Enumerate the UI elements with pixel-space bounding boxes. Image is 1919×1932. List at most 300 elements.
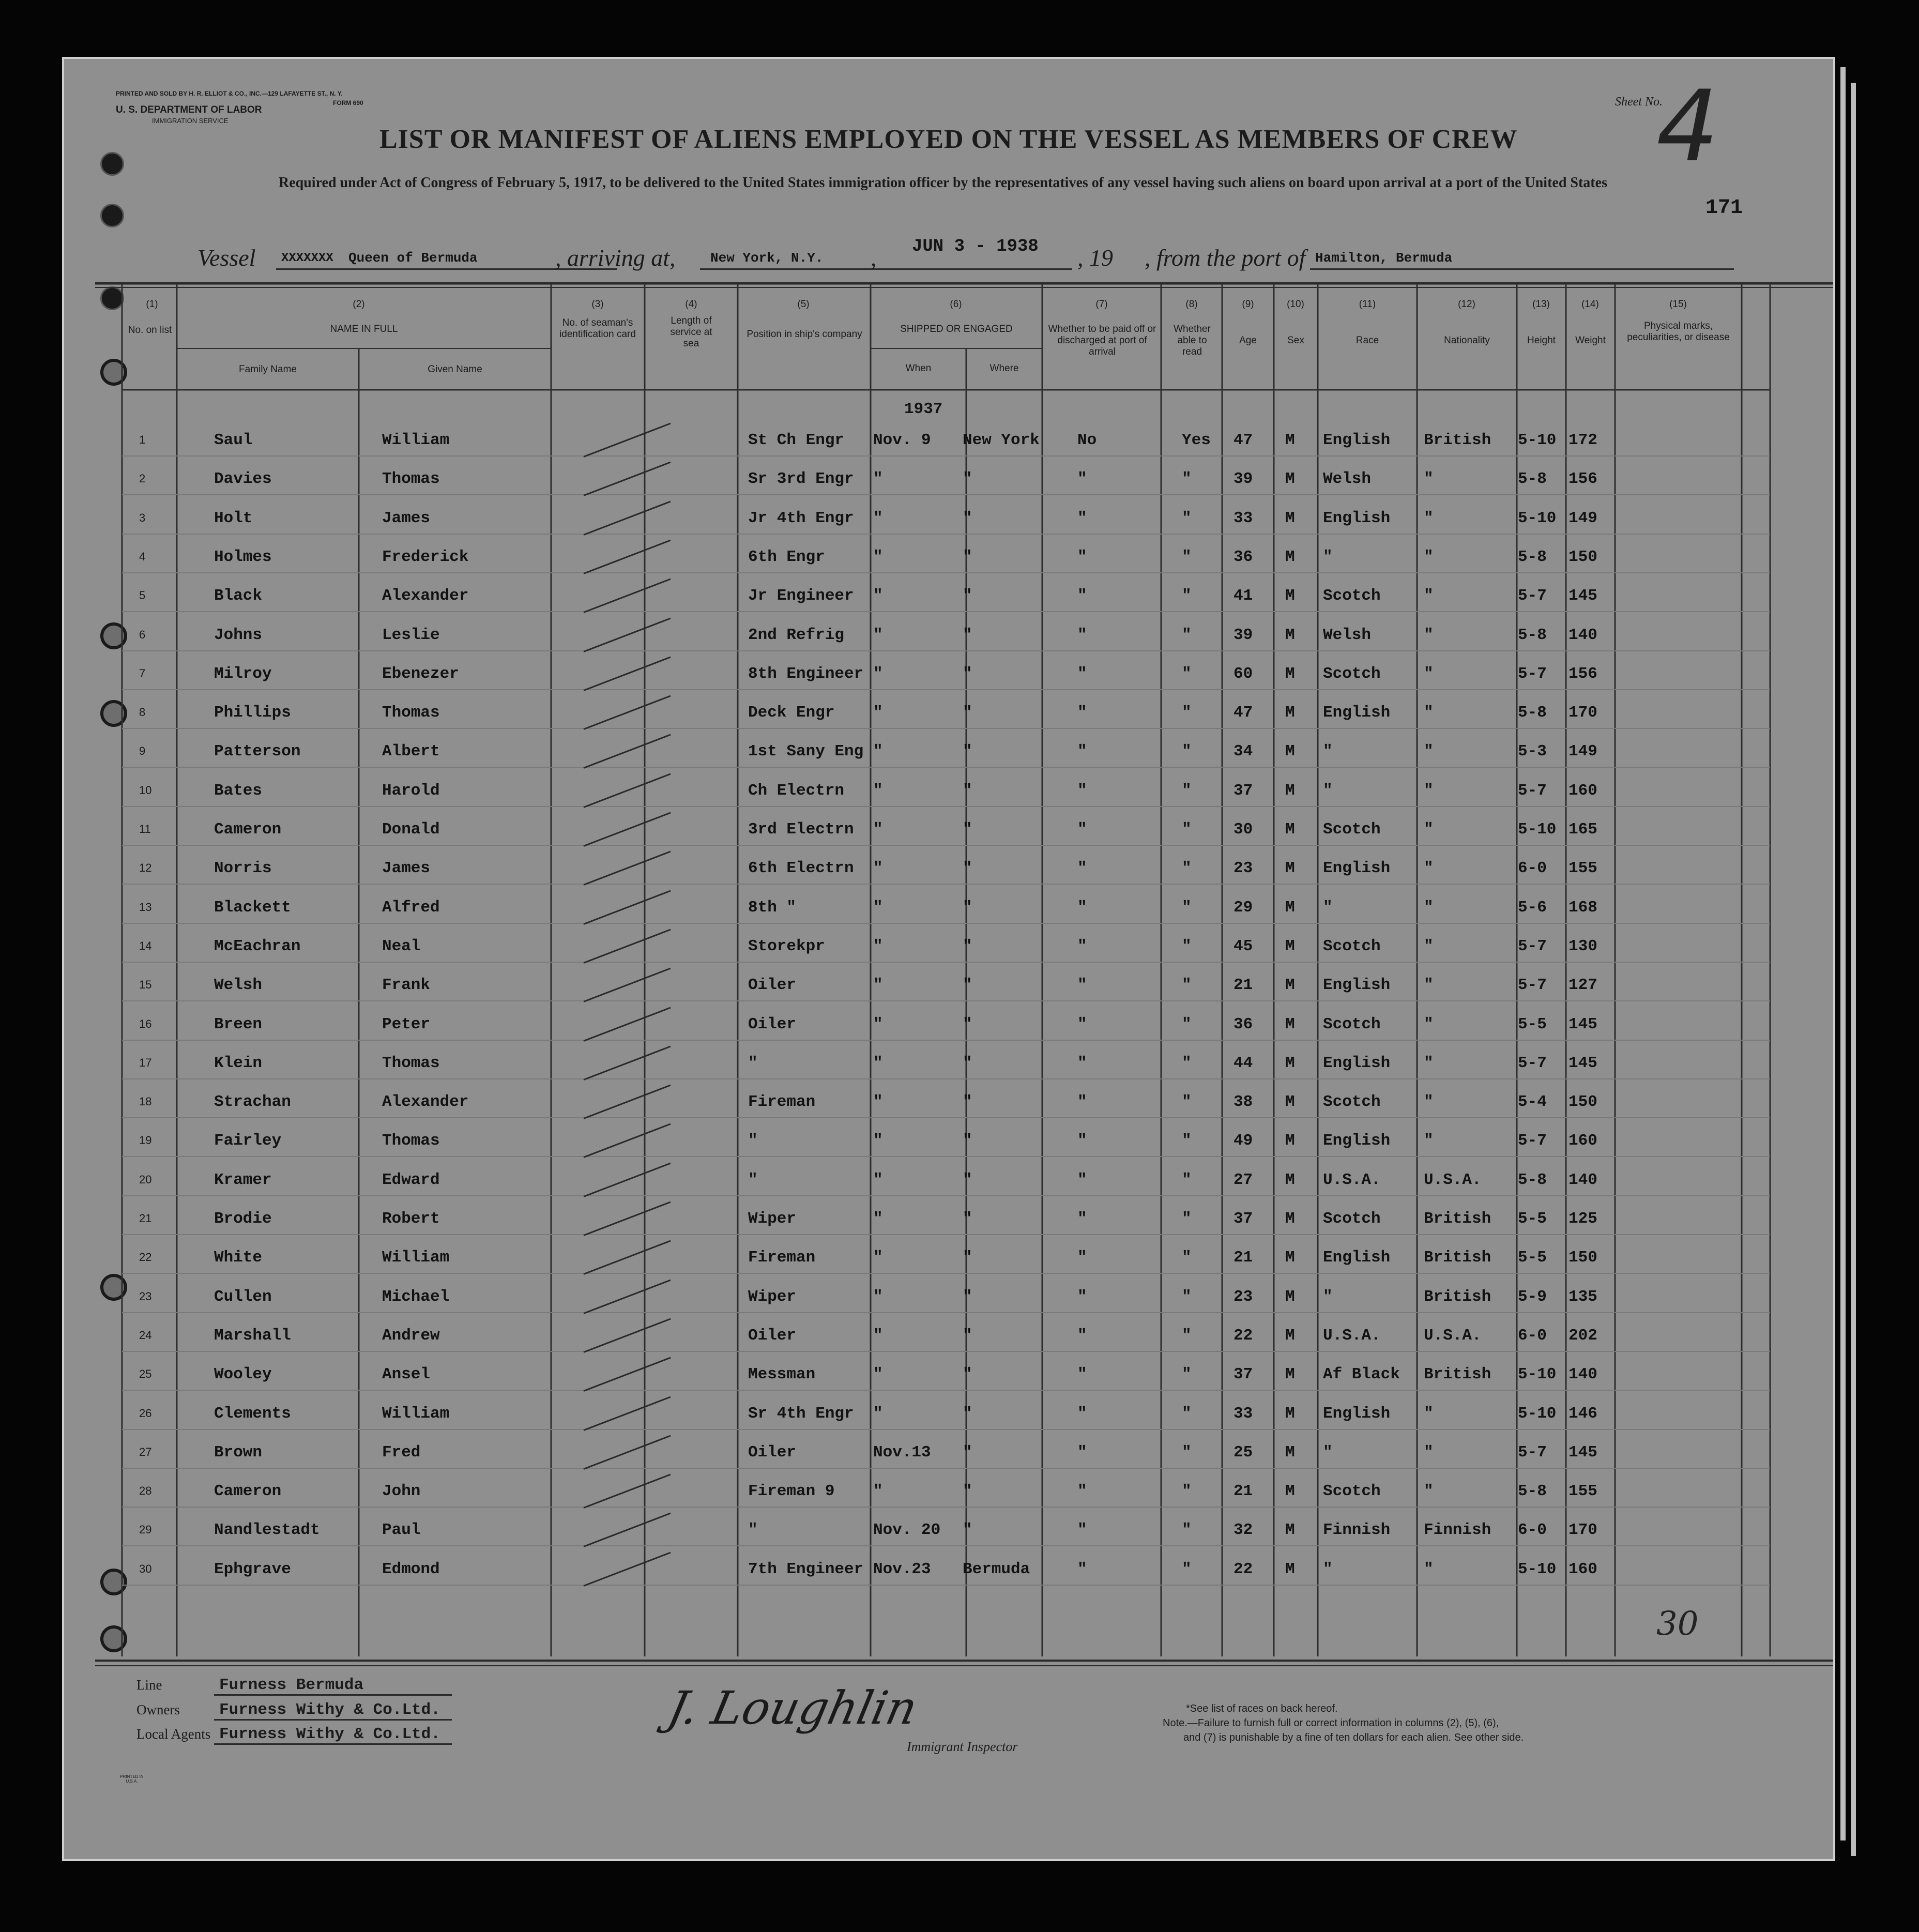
cell-given: Edward	[382, 1170, 440, 1189]
vessel-name: Queen of Bermuda	[348, 250, 478, 266]
cell-nat: "	[1424, 781, 1434, 800]
cell-position: "	[748, 1132, 758, 1150]
cell-given: Frederick	[382, 547, 469, 566]
paper-edge	[1851, 83, 1856, 1856]
cell-family: Saul	[214, 431, 253, 449]
cell-weight: 170	[1568, 704, 1597, 722]
cell-weight: 125	[1568, 1210, 1597, 1228]
cell-position: Fireman 9	[748, 1482, 835, 1501]
cell-race: English	[1323, 704, 1391, 722]
cell-family: Ephgrave	[214, 1560, 291, 1578]
sheet-label: Sheet No.	[1615, 95, 1663, 109]
cell-paid: "	[1077, 937, 1087, 955]
col-num: (13)	[1532, 299, 1550, 310]
col-num: (12)	[1458, 299, 1475, 310]
cell-family: Brodie	[214, 1210, 272, 1228]
cell-family: Brown	[214, 1443, 263, 1462]
cell-position: 6th Engr	[748, 547, 825, 566]
row-number: 24	[139, 1328, 152, 1342]
cell-position: Oiler	[748, 1326, 797, 1345]
cell-sex: M	[1285, 1521, 1295, 1540]
cell-position: Oiler	[748, 1015, 797, 1033]
cell-weight: 145	[1568, 587, 1597, 605]
cell-given: Albert	[382, 742, 440, 761]
line-field-line	[214, 1694, 452, 1696]
cell-position: Fireman	[748, 1093, 816, 1112]
cell-race: English	[1323, 431, 1391, 449]
cell-age: 25	[1233, 1443, 1253, 1462]
cell-sex: M	[1285, 1365, 1295, 1384]
port-label: , from the port of	[1145, 245, 1306, 271]
agents-field-line	[214, 1743, 452, 1745]
cell-given: Ansel	[382, 1365, 431, 1384]
row-number: 11	[139, 823, 151, 835]
cell-weight: 130	[1568, 937, 1597, 955]
cell-position: "	[748, 1054, 758, 1072]
agents-value: Furness Withy & Co.Ltd.	[219, 1725, 440, 1743]
cell-weight: 165	[1568, 820, 1597, 839]
cell-given: Thomas	[382, 470, 440, 489]
row-number: 8	[139, 706, 146, 719]
cell-race: Scotch	[1323, 1015, 1381, 1033]
header-name-in-full: NAME IN FULL	[330, 324, 398, 334]
cell-when: "	[873, 1015, 883, 1033]
cell-nat: "	[1424, 704, 1434, 722]
header-position: Position in ship's company	[747, 329, 862, 340]
cell-height: 5-3	[1518, 742, 1547, 761]
row-number: 17	[139, 1056, 152, 1069]
cell-race: "	[1323, 1560, 1333, 1578]
cell-when: Nov. 9	[873, 431, 931, 449]
header-height: Height	[1527, 335, 1556, 346]
cell-nat: "	[1424, 1093, 1434, 1112]
cell-age: 38	[1233, 1093, 1253, 1112]
cell-when: "	[873, 976, 883, 995]
cell-race: Finnish	[1323, 1521, 1391, 1540]
cell-height: 5-5	[1518, 1210, 1547, 1228]
cell-age: 21	[1233, 1249, 1253, 1267]
cell-nat: "	[1424, 1443, 1434, 1462]
cell-sex: M	[1285, 1132, 1295, 1150]
cell-weight: 145	[1568, 1054, 1597, 1072]
cell-position: 1st Sany Eng	[748, 742, 864, 761]
cell-paid: "	[1077, 547, 1087, 566]
cell-age: 37	[1233, 1210, 1253, 1228]
cell-where: "	[963, 1210, 972, 1228]
cell-age: 60	[1233, 664, 1253, 683]
note-races: *See list of races on back hereof.	[1186, 1703, 1338, 1714]
cell-sex: M	[1285, 664, 1295, 683]
cell-race: "	[1323, 742, 1333, 761]
cell-given: Alfred	[382, 898, 440, 917]
cell-nat: British	[1424, 431, 1491, 449]
row-number: 4	[139, 550, 146, 563]
cell-when: "	[873, 1132, 883, 1150]
cell-race: English	[1323, 1249, 1391, 1267]
cell-height: 5-6	[1518, 898, 1547, 917]
cell-read: "	[1182, 626, 1192, 644]
cell-position: Oiler	[748, 976, 797, 995]
cell-family: Johns	[214, 626, 263, 644]
cell-sex: M	[1285, 1249, 1295, 1267]
note-fine: and (7) is punishable by a fine of ten dollars for each alien. See other side.	[1183, 1732, 1524, 1743]
cell-height: 5-8	[1518, 626, 1547, 644]
cell-when: "	[873, 547, 883, 566]
cell-sex: M	[1285, 704, 1295, 722]
cell-height: 5-7	[1518, 1443, 1547, 1462]
cell-read: "	[1182, 1093, 1192, 1112]
cell-where: "	[963, 1132, 972, 1150]
cell-where: "	[963, 820, 972, 839]
cell-race: Welsh	[1323, 626, 1372, 644]
cell-sex: M	[1285, 1015, 1295, 1033]
cell-weight: 140	[1568, 626, 1597, 644]
cell-when: "	[873, 664, 883, 683]
cell-family: Black	[214, 587, 263, 605]
row-number: 26	[139, 1406, 152, 1420]
cell-sex: M	[1285, 626, 1295, 644]
cell-family: McEachran	[214, 937, 301, 955]
cell-position: Oiler	[748, 1443, 797, 1462]
cell-family: Cameron	[214, 1482, 282, 1501]
row-number: 5	[139, 589, 146, 602]
cell-position: Sr 3rd Engr	[748, 470, 854, 489]
col-num: (7)	[1095, 299, 1108, 310]
row-number: 6	[139, 628, 146, 641]
cell-where: "	[963, 742, 972, 761]
cell-where: "	[963, 509, 972, 527]
row-number: 13	[139, 900, 152, 914]
cell-family: Fairley	[214, 1132, 282, 1150]
cell-race: Scotch	[1323, 1482, 1381, 1501]
cell-read: "	[1182, 1326, 1192, 1345]
cell-nat: "	[1424, 937, 1434, 955]
row-number: 22	[139, 1251, 152, 1264]
inspector-signature: J. Loughlin	[663, 1681, 922, 1735]
col-num: (3)	[591, 299, 604, 310]
cell-age: 47	[1233, 704, 1253, 722]
page-number: 171	[1705, 196, 1743, 220]
cell-sex: M	[1285, 431, 1295, 449]
printer-line: PRINTED AND SOLD BY H. R. ELLIOT & CO., INC.—129 LAFAYETTE ST., N. Y.	[116, 90, 343, 97]
cell-when: Nov.13	[873, 1443, 931, 1462]
row-number: 20	[139, 1173, 152, 1186]
cell-family: Blackett	[214, 898, 291, 917]
cell-given: James	[382, 509, 431, 527]
cell-when: "	[873, 1210, 883, 1228]
cell-height: 5-7	[1518, 781, 1547, 800]
cell-race: Scotch	[1323, 664, 1381, 683]
row-number: 16	[139, 1017, 152, 1030]
cell-age: 39	[1233, 470, 1253, 489]
date-stamp: JUN 3 - 1938	[912, 237, 1039, 256]
cell-given: Ebenezer	[382, 664, 459, 683]
cell-position: 7th Engineer	[748, 1560, 864, 1578]
cell-weight: 155	[1568, 859, 1597, 878]
cell-paid: "	[1077, 626, 1087, 644]
cell-read: "	[1182, 1443, 1192, 1462]
sheet-number: 4	[1656, 69, 1719, 184]
cell-when: "	[873, 1404, 883, 1423]
cell-given: Peter	[382, 1015, 431, 1033]
cell-age: 27	[1233, 1170, 1253, 1189]
cell-height: 5-8	[1518, 547, 1547, 566]
cell-when: Nov. 20	[873, 1521, 941, 1540]
cell-when: "	[873, 898, 883, 917]
cell-read: "	[1182, 976, 1192, 995]
cell-paid: "	[1077, 820, 1087, 839]
cell-position: Sr 4th Engr	[748, 1404, 854, 1423]
cell-read: "	[1182, 470, 1192, 489]
col-num: (11)	[1359, 299, 1376, 310]
department-name: U. S. DEPARTMENT OF LABOR	[116, 104, 262, 115]
cell-paid: "	[1077, 742, 1087, 761]
cell-race: English	[1323, 509, 1391, 527]
row-number: 15	[139, 978, 152, 992]
cell-nat: British	[1424, 1249, 1491, 1267]
cell-family: Marshall	[214, 1326, 291, 1345]
cell-nat: "	[1424, 742, 1434, 761]
cell-given: John	[382, 1482, 421, 1501]
cell-paid: "	[1077, 898, 1087, 917]
cell-read: "	[1182, 859, 1192, 878]
header-given-name: Given Name	[428, 364, 482, 375]
cell-paid: "	[1077, 1482, 1087, 1501]
cell-family: Cullen	[214, 1287, 272, 1306]
cell-when: "	[873, 1249, 883, 1267]
cell-race: Scotch	[1323, 820, 1381, 839]
year-note: 1937	[904, 400, 943, 418]
cell-age: 49	[1233, 1132, 1253, 1150]
cell-race: Scotch	[1323, 1093, 1381, 1112]
cell-height: 5-8	[1518, 1482, 1547, 1501]
header-family-name: Family Name	[239, 364, 297, 375]
cell-where: "	[963, 1170, 972, 1189]
cell-paid: "	[1077, 1170, 1087, 1189]
cell-when: "	[873, 1326, 883, 1345]
cell-weight: 156	[1568, 470, 1597, 489]
cell-paid: "	[1077, 1210, 1087, 1228]
cell-race: English	[1323, 1404, 1391, 1423]
cell-when: "	[873, 937, 883, 955]
cell-where: "	[963, 1326, 972, 1345]
cell-nat: "	[1424, 898, 1434, 917]
arriving-value: New York, N.Y.	[710, 250, 824, 266]
cell-paid: "	[1077, 1443, 1087, 1462]
cell-position: Storekpr	[748, 937, 825, 955]
cell-position: "	[748, 1170, 758, 1189]
agents-label: Local Agents	[136, 1726, 211, 1742]
cell-when: "	[873, 1365, 883, 1384]
cell-where: "	[963, 1287, 972, 1306]
cell-paid: "	[1077, 1365, 1087, 1384]
cell-height: 5-4	[1518, 1093, 1547, 1112]
cell-family: Kramer	[214, 1170, 272, 1189]
cell-race: U.S.A.	[1323, 1326, 1381, 1345]
cell-weight: 202	[1568, 1326, 1597, 1345]
cell-weight: 168	[1568, 898, 1597, 917]
cell-paid: "	[1077, 1132, 1087, 1150]
cell-sex: M	[1285, 976, 1295, 995]
note-failure: Note.—Failure to furnish full or correct information in columns (2), (5), (6),	[1163, 1717, 1499, 1729]
cell-nat: British	[1424, 1287, 1491, 1306]
page-subtitle: Required under Act of Congress of February 5, 1917, to be delivered to the United States immigration officer by the representatives of any vessel having such aliens on board upon arrival at a port of the United States	[279, 175, 1607, 191]
row-number: 21	[139, 1212, 152, 1225]
cell-given: Paul	[382, 1521, 421, 1540]
cell-nat: British	[1424, 1210, 1491, 1228]
cell-race: "	[1323, 781, 1333, 800]
cell-age: 23	[1233, 859, 1253, 878]
cell-given: Alexander	[382, 587, 469, 605]
col-num: (9)	[1242, 299, 1254, 310]
cell-paid: "	[1077, 470, 1087, 489]
cell-age: 39	[1233, 626, 1253, 644]
cell-when: "	[873, 1287, 883, 1306]
col-num: (10)	[1287, 299, 1304, 310]
cell-height: 6-0	[1518, 859, 1547, 878]
cell-race: "	[1323, 1287, 1333, 1306]
cell-when: Nov.23	[873, 1560, 931, 1578]
cell-read: "	[1182, 1210, 1192, 1228]
cell-when: "	[873, 781, 883, 800]
cell-sex: M	[1285, 1326, 1295, 1345]
cell-where: "	[963, 1365, 972, 1384]
cell-read: "	[1182, 1365, 1192, 1384]
cell-when: "	[873, 820, 883, 839]
cell-paid: "	[1077, 1287, 1087, 1306]
cell-weight: 127	[1568, 976, 1597, 995]
total-mark: 30	[1656, 1605, 1699, 1643]
col-num: (14)	[1581, 299, 1599, 310]
cell-where: "	[963, 898, 972, 917]
cell-height: 6-0	[1518, 1326, 1547, 1345]
cell-family: Norris	[214, 859, 272, 878]
cell-given: Neal	[382, 937, 421, 955]
cell-read: "	[1182, 1015, 1192, 1033]
row-number: 30	[139, 1562, 152, 1575]
cell-given: Robert	[382, 1210, 440, 1228]
cell-position: Deck Engr	[748, 704, 835, 722]
cell-sex: M	[1285, 898, 1295, 917]
cell-where: "	[963, 664, 972, 683]
cell-paid: "	[1077, 587, 1087, 605]
cell-sex: M	[1285, 820, 1295, 839]
row-number: 7	[139, 666, 146, 680]
cell-nat: "	[1424, 547, 1434, 566]
cell-height: 6-0	[1518, 1521, 1547, 1540]
line-label: Line	[136, 1677, 162, 1693]
cell-race: English	[1323, 859, 1391, 878]
cell-age: 30	[1233, 820, 1253, 839]
cell-nat: "	[1424, 976, 1434, 995]
cell-read: "	[1182, 704, 1192, 722]
cell-where: "	[963, 587, 972, 605]
cell-family: Clements	[214, 1404, 291, 1423]
cell-read: "	[1182, 820, 1192, 839]
cell-sex: M	[1285, 1560, 1295, 1578]
cell-height: 5-8	[1518, 1170, 1547, 1189]
cell-weight: 145	[1568, 1443, 1597, 1462]
cell-given: Edmond	[382, 1560, 440, 1578]
cell-weight: 160	[1568, 1560, 1597, 1578]
cell-where: "	[963, 626, 972, 644]
cell-family: Holmes	[214, 547, 272, 566]
cell-read: "	[1182, 1132, 1192, 1150]
owners-label: Owners	[136, 1702, 180, 1717]
cell-weight: 149	[1568, 509, 1597, 527]
cell-where: "	[963, 1249, 972, 1267]
cell-paid: "	[1077, 781, 1087, 800]
cell-height: 5-10	[1518, 820, 1557, 839]
cell-paid: "	[1077, 1054, 1087, 1072]
cell-race: Af Black	[1323, 1365, 1400, 1384]
cell-family: Welsh	[214, 976, 263, 995]
cell-where: New York	[963, 431, 1040, 449]
cell-where: "	[963, 976, 972, 995]
cell-height: 5-10	[1518, 1365, 1557, 1384]
row-number: 18	[139, 1095, 152, 1108]
cell-paid: "	[1077, 1404, 1087, 1423]
cell-height: 5-7	[1518, 664, 1547, 683]
cell-sex: M	[1285, 587, 1295, 605]
header-weight: Weight	[1575, 335, 1606, 346]
cell-position: St Ch Engr	[748, 431, 845, 449]
cell-read: "	[1182, 509, 1192, 527]
cell-sex: M	[1285, 1482, 1295, 1501]
cell-nat: U.S.A.	[1424, 1326, 1482, 1345]
cell-where: "	[963, 1404, 972, 1423]
cell-age: 21	[1233, 976, 1253, 995]
row-number: 19	[139, 1134, 152, 1147]
cell-position: Wiper	[748, 1210, 797, 1228]
cell-where: "	[963, 1054, 972, 1072]
cell-sex: M	[1285, 742, 1295, 761]
cell-position: Ch Electrn	[748, 781, 845, 800]
header-sex: Sex	[1287, 335, 1304, 346]
cell-family: Bates	[214, 781, 263, 800]
header-race: Race	[1356, 335, 1379, 346]
col-num: (4)	[685, 299, 697, 310]
cell-paid: "	[1077, 859, 1087, 878]
cell-when: "	[873, 1170, 883, 1189]
cell-nat: "	[1424, 1404, 1434, 1423]
cell-read: "	[1182, 1521, 1192, 1540]
header-physical: Physical marks, peculiarities, or disease	[1627, 321, 1730, 343]
cell-given: Thomas	[382, 1054, 440, 1072]
cell-when: "	[873, 626, 883, 644]
form-number: FORM 690	[333, 99, 363, 107]
cell-family: Nandlestadt	[214, 1521, 320, 1540]
owners-value: Furness Withy & Co.Ltd.	[219, 1701, 440, 1719]
cell-read: "	[1182, 1482, 1192, 1501]
cell-age: 36	[1233, 1015, 1253, 1033]
cell-sex: M	[1285, 1054, 1295, 1072]
col-num: (1)	[146, 299, 158, 310]
cell-position: 8th Engineer	[748, 664, 864, 683]
cell-age: 37	[1233, 1365, 1253, 1384]
row-number: 27	[139, 1445, 152, 1458]
cell-nat: Finnish	[1424, 1521, 1491, 1540]
page-title: LIST OR MANIFEST OF ALIENS EMPLOYED ON THE VESSEL AS MEMBERS OF CREW	[379, 125, 1518, 154]
cell-family: Breen	[214, 1015, 263, 1033]
header-paid-off: Whether to be paid off or discharged at port of arrival	[1048, 324, 1156, 357]
cell-read: "	[1182, 547, 1192, 566]
cell-height: 5-7	[1518, 1054, 1547, 1072]
cell-nat: "	[1424, 1132, 1434, 1150]
cell-weight: 150	[1568, 1093, 1597, 1112]
cell-read: "	[1182, 937, 1192, 955]
cell-weight: 156	[1568, 664, 1597, 683]
